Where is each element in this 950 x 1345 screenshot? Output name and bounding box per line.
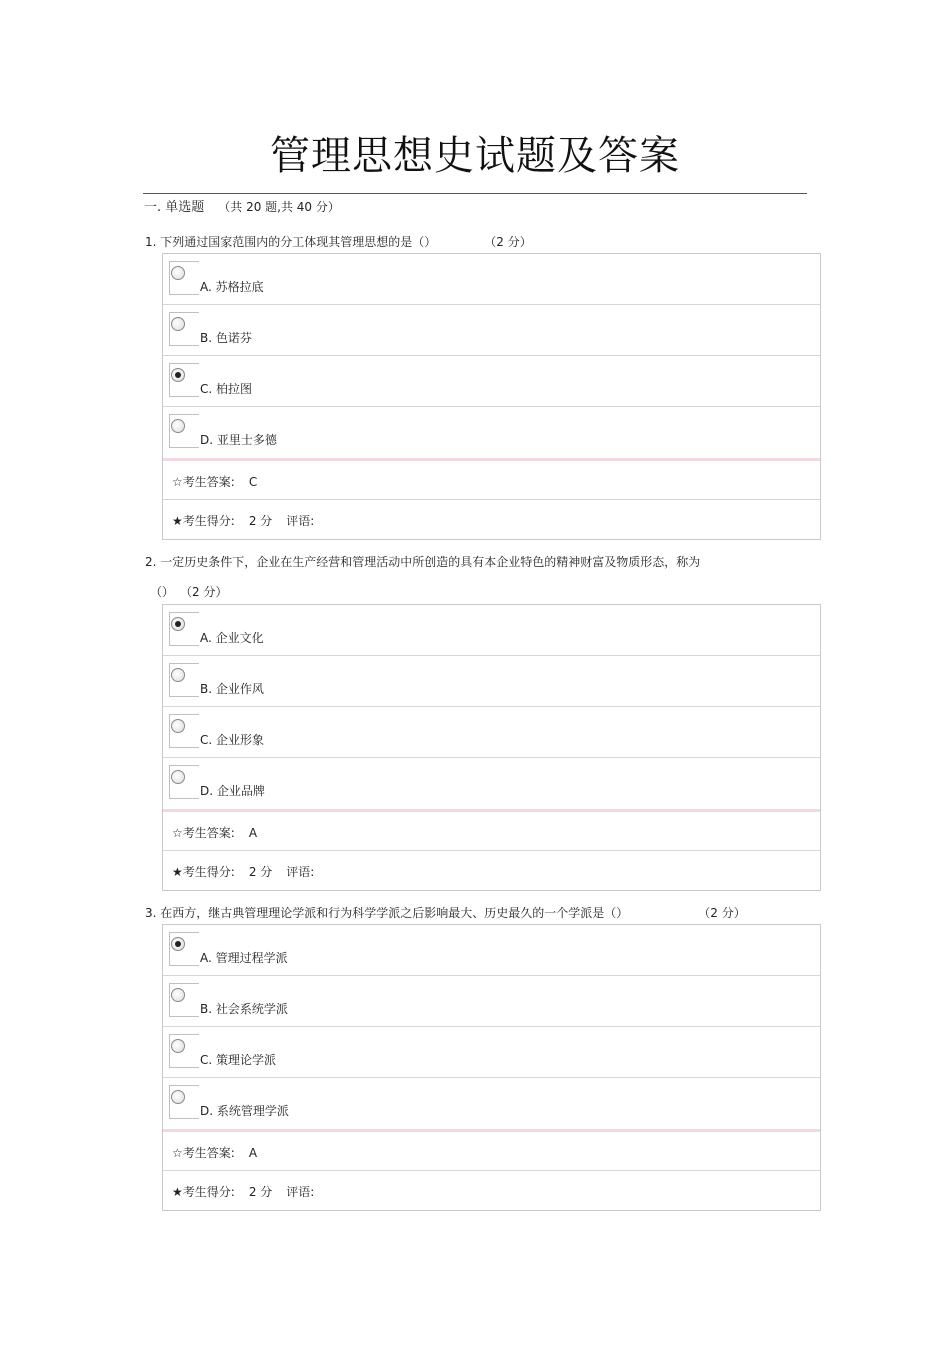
radio-button[interactable] [171, 719, 185, 733]
radio-button[interactable] [171, 419, 185, 433]
question-1-text [145, 233, 532, 251]
option-label: B. 社会系统学派 [200, 1002, 288, 1016]
question-stem: 1. 下列通过国家范围内的分工体现其管理思想的是（） [145, 235, 437, 249]
option-row[interactable] [163, 1078, 820, 1129]
section-name: 一. 单选题 [144, 200, 205, 215]
radio-button[interactable] [171, 368, 185, 382]
option-label: D. 企业品牌 [200, 784, 265, 798]
comment-label: 评语: [286, 1185, 315, 1199]
option-label: A. 苏格拉底 [200, 280, 264, 294]
radio-button[interactable] [171, 937, 185, 951]
question-points: （2 分） [490, 235, 532, 249]
option-row[interactable] [163, 656, 820, 707]
comment-label: 评语: [286, 514, 315, 528]
option-label: C. 企业形象 [200, 733, 265, 747]
question-points: （2 分） [186, 585, 228, 599]
option-row[interactable] [163, 758, 820, 809]
question-3-block [162, 924, 821, 1211]
radio-button[interactable] [171, 1039, 185, 1053]
question-2-text [145, 553, 700, 571]
option-label: A. 管理过程学派 [200, 951, 288, 965]
option-label: C. 柏拉图 [200, 382, 253, 396]
question-points: （2 分） [704, 906, 746, 920]
option-label: C. 策理论学派 [200, 1053, 277, 1067]
option-row[interactable] [163, 976, 820, 1027]
option-row[interactable] [163, 605, 820, 656]
radio-button[interactable] [171, 988, 185, 1002]
score-label: ★考生得分: [172, 865, 235, 879]
option-label: A. 企业文化 [200, 631, 264, 645]
question-stem: 3. 在西方，继古典管理理论学派和行为科学学派之后影响最大、历史最久的一个学派是（） [145, 906, 629, 920]
score-value: 2 分 [248, 1185, 273, 1199]
question-stem: 2. 一定历史条件下，企业在生产经营和管理活动中所创造的具有本企业特色的精神财富及物质形态，称为 [145, 555, 701, 569]
radio-button[interactable] [171, 770, 185, 784]
answer-row [163, 461, 820, 500]
answer-value: A [248, 826, 258, 840]
answer-row [163, 812, 820, 851]
option-label: D. 亚里士多德 [200, 433, 277, 447]
comment-label: 评语: [286, 865, 315, 879]
option-row[interactable] [163, 407, 820, 458]
answer-label: ☆考生答案: [172, 475, 235, 489]
answer-label: ☆考生答案: [172, 826, 235, 840]
question-1-block [162, 253, 821, 540]
section-heading [144, 198, 340, 217]
option-row[interactable] [163, 254, 820, 305]
score-value: 2 分 [248, 865, 273, 879]
question-2-cont [150, 583, 227, 601]
option-row[interactable] [163, 305, 820, 356]
score-label: ★考生得分: [172, 514, 235, 528]
score-row [163, 851, 820, 890]
radio-button[interactable] [171, 317, 185, 331]
option-row[interactable] [163, 356, 820, 407]
radio-button[interactable] [171, 668, 185, 682]
question-3-text [145, 904, 746, 922]
option-label: D. 系统管理学派 [200, 1104, 289, 1118]
answer-value: A [248, 1146, 258, 1160]
option-label: B. 企业作风 [200, 682, 264, 696]
score-label: ★考生得分: [172, 1185, 235, 1199]
document-title: 管理思想史试题及答案 [270, 133, 680, 179]
radio-button[interactable] [171, 1090, 185, 1104]
answer-label: ☆考生答案: [172, 1146, 235, 1160]
option-row[interactable] [163, 925, 820, 976]
answer-value: C [248, 475, 258, 489]
question-2-block [162, 604, 821, 891]
section-meta: （共 20 题,共 40 分） [218, 200, 340, 214]
option-row[interactable] [163, 1027, 820, 1078]
radio-button[interactable] [171, 266, 185, 280]
score-row [163, 500, 820, 539]
question-stem-cont: （） [150, 585, 175, 599]
title-divider [143, 193, 807, 194]
option-label: B. 色诺芬 [200, 331, 252, 345]
answer-row [163, 1132, 820, 1171]
option-row[interactable] [163, 707, 820, 758]
score-value: 2 分 [248, 514, 273, 528]
radio-button[interactable] [171, 617, 185, 631]
score-row [163, 1171, 820, 1210]
